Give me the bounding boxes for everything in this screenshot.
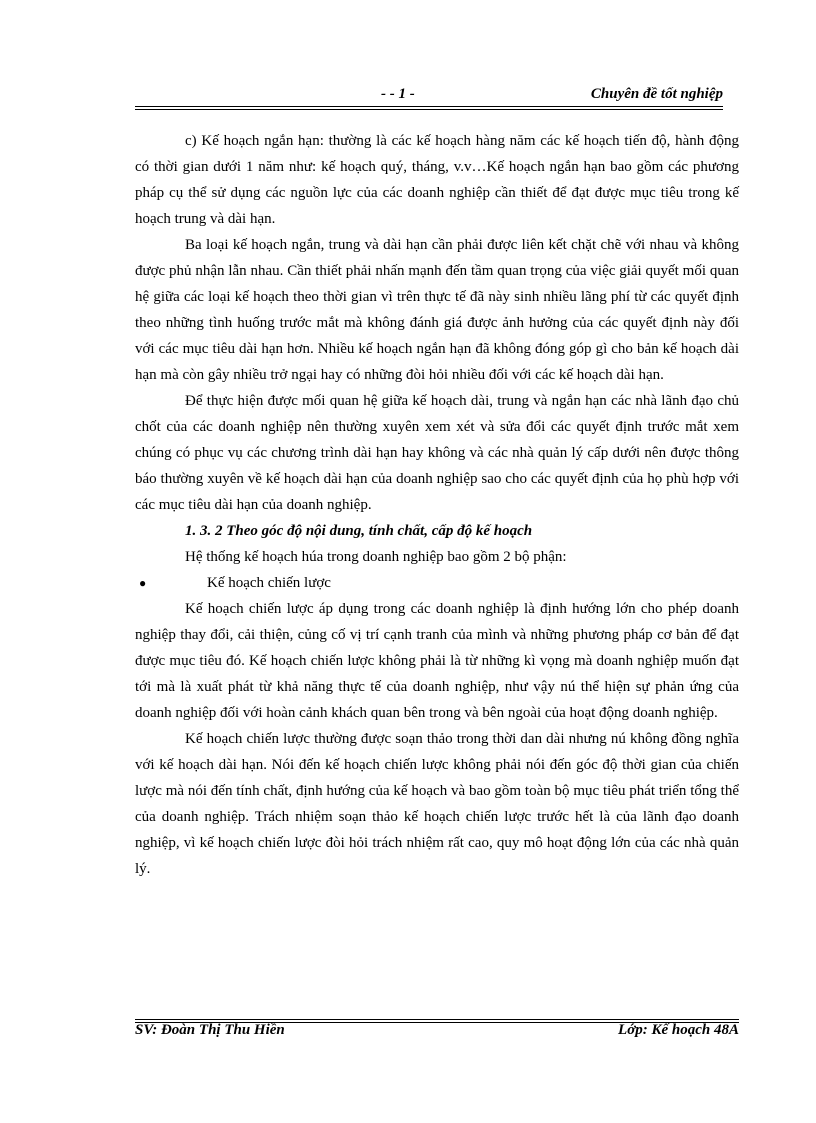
section-heading: 1. 3. 2 Theo góc độ nội dung, tính chất, cấp độ kế hoạch — [185, 523, 533, 539]
bullet-text: Kế hoạch chiến lược — [207, 575, 331, 591]
header-title: Chuyên đề tốt nghiệp — [590, 86, 723, 102]
paragraph: Kế hoạch chiến lược áp dụng trong các doanh nghiệp là định hướng lớn cho phép doanh nghiệp thay đổi, cải thiện, củng cố vị trí cạnh tranh của mình và những phương pháp cơ bản để đạt được mục tiêu đó. Kế hoạch chiến lược không phải là từ những kì vọng mà doanh nghiệp muốn đạt tới mà là xuất phát từ khả năng thực tế của doanh nghiệp, như vậy nú thể hiện sự phản ứng của doanh nghiệp đối với hoàn cảnh khách quan bên trong và bên ngoài của hoạt động doanh nghiệp. — [135, 601, 739, 721]
student-name: SV: Đoàn Thị Thu Hiền — [135, 1022, 285, 1038]
page-number: - - 1 - — [381, 86, 415, 102]
paragraph: Hệ thống kế hoạch húa trong doanh nghiệp bao gồm 2 bộ phận: — [185, 549, 567, 565]
bullet-item — [135, 570, 739, 596]
paragraph: c) Kế hoạch ngắn hạn: thường là các kế hoạch hàng năm các kế hoạch tiến độ, hành động có thời gian dưới 1 năm như: kế hoạch quý, tháng, v.v…Kế hoạch ngắn hạn bao gồm các phương pháp cụ thể sử dụng các nguồn lực của các doanh nghiệp cần thiết để đạt được mục tiêu trong kế hoạch trung và dài hạn. — [135, 133, 739, 227]
paragraph: Ba loại kế hoạch ngắn, trung và dài hạn cần phải được liên kết chặt chẽ với nhau và không được phủ nhận lẫn nhau. Cần thiết phải nhấn mạnh đến tầm quan trọng của việc giải quyết mối quan hệ giữa các loại kế hoạch theo thời gian vì trên thực tế đã này sinh nhiều lãng phí từ các quyết định theo những tình huống trước mắt mà không đánh giá được ảnh hưởng của các quyết định này đối với các mục tiêu dài hạn hơn. Nhiều kế hoạch ngắn hạn đã không đóng góp gì cho bản kế hoạch dài hạn mà còn gây nhiều trở ngại hay có những đòi hỏi nhiều đối với các kế hoạch dài hạn. — [135, 237, 739, 383]
paragraph: Để thực hiện được mối quan hệ giữa kế hoạch dài, trung và ngắn hạn các nhà lãnh đạo chủ chốt của các doanh nghiệp nên thường xuyên xem xét và sửa đổi các quyết định trước mắt xem chúng có phục vụ các chương trình dài hạn hay không và các nhà quản lý cấp dưới nên được thông báo thường xuyên về kế hoạch dài hạn của doanh nghiệp sao cho các quyết định của họ phù hợp với các mục tiêu dài hạn của doanh nghiệp. — [135, 393, 739, 513]
document-body — [135, 128, 739, 882]
page-header — [135, 86, 723, 107]
paragraph: Kế hoạch chiến lược thường được soạn thảo trong thời dan dài nhưng nú không đồng nghĩa với kế hoạch dài hạn. Nói đến kế hoạch chiến lược không phải nói đến góc độ thời gian của chiến lược mà nói đến tính chất, định hướng của kế hoạch và bao gồm toàn bộ mục tiêu phát triển tổng thể của doanh nghiệp. Trách nhiệm soạn thảo kế hoạch chiến lược trước hết là của lãnh đạo doanh nghiệp, vì kế hoạch chiến lược đòi hỏi trách nhiệm rất cao, quy mô hoạt động lớn của các nhà quản lý. — [135, 731, 739, 877]
class-name: Lớp: Kế hoạch 48A — [618, 1022, 739, 1038]
bullet-icon: ● — [139, 576, 147, 590]
page-footer — [135, 1019, 739, 1042]
